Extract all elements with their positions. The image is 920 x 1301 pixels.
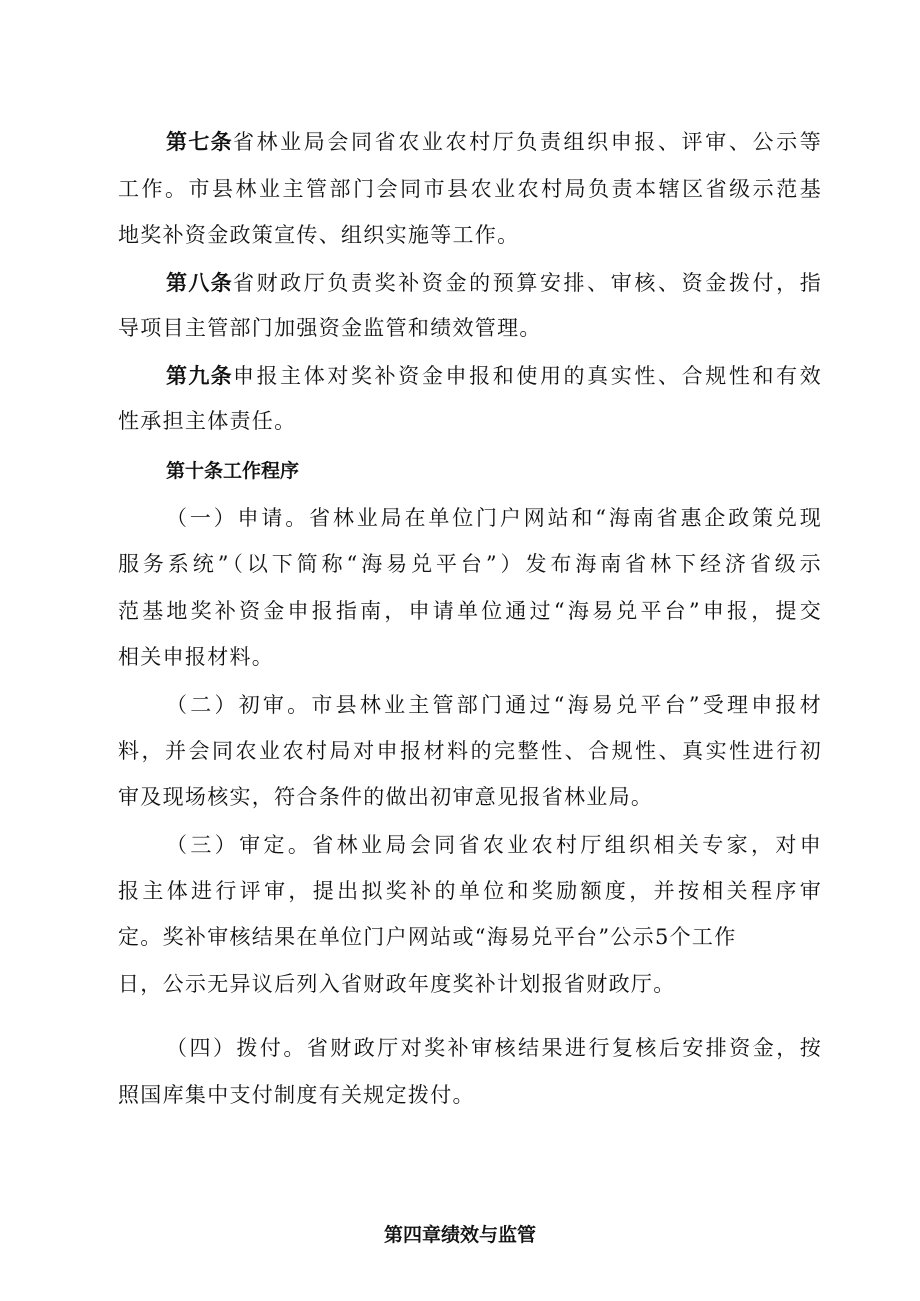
article-10-heading: 第十条工作程序 [166,460,300,482]
step-3-line-3: 定。奖补审核结果在单位门户网站或“海易兑平台”公示5个工作 [118,925,737,949]
step-2-line-3: 审及现场核实，符合条件的做出初审意见报省林业局。 [118,785,654,809]
article-7-line-3: 地奖补资金政策宣传、组织实施等工作。 [118,223,520,247]
step-3-line-2: 报主体进行评审，提出拟奖补的单位和奖励额度，并按相关程序审 [118,879,822,903]
step-1-line-2: 服务系统”（以下简称“海易兑平台”）发布海南省林下经济省级示 [118,552,822,576]
article-8-line-2: 导项目主管部门加强资金监管和绩效管理。 [118,316,542,340]
article-8-text: 省财政厅负责奖补资金的预算安排、审核、资金拨付，指 [232,271,822,295]
article-7-text: 省林业局会同省农业农村厅负责组织申报、评审、公示等 [232,130,822,154]
step-4-line-2: 照国库集中支付制度有关规定拨付。 [118,1083,475,1107]
article-9-text: 申报主体对奖补资金申报和使用的真实性、合规性和有效 [232,364,822,388]
step-1-line-1: （一）申请。省林业局在单位门户网站和“海南省惠企政策兑现 [166,506,822,530]
step-3-line-1: （三）审定。省林业局会同省农业农村厅组织相关专家，对申 [166,833,822,857]
article-8-line-1 [166,268,822,298]
step-2-line-2: 料，并会同农业农村局对申报材料的完整性、合规性、真实性进行初 [118,739,822,763]
article-7-label: 第七条 [166,130,233,154]
step-4-line-1: （四）拨付。省财政厅对奖补审核结果进行复核后安排资金，按 [166,1036,822,1060]
step-1-line-3: 范基地奖补资金申报指南，申请单位通过“海易兑平台”申报，提交 [118,599,822,623]
article-9-line-1 [166,361,822,391]
article-7-line-1 [166,127,822,157]
article-9-line-2: 性承担主体责任。 [118,409,297,433]
article-7-line-2: 工作。市县林业主管部门会同市县农业农村局负责本辖区省级示范基 [118,177,822,201]
chapter-4-title: 第四章绩效与监管 [383,1224,536,1246]
article-8-label: 第八条 [166,271,233,295]
step-2-line-1: （二）初审。市县林业主管部门通过“海易兑平台”受理申报材 [166,693,822,717]
article-9-label: 第九条 [166,364,233,388]
step-1-line-4: 相关申报材料。 [118,645,275,669]
step-3-line-4: 日，公示无异议后列入省财政年度奖补计划报省财政厅。 [118,972,676,996]
